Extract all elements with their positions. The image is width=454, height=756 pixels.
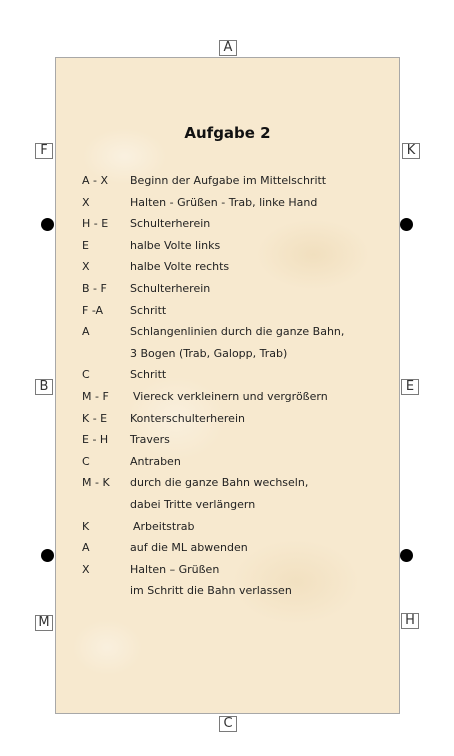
movement-code: F -A — [82, 303, 104, 317]
movement-code: M - F — [82, 390, 109, 403]
movement-text: Schulterherein — [130, 282, 211, 295]
movement-text: auf die ML abwenden — [130, 541, 248, 555]
movement-code: A — [82, 541, 90, 555]
movement-text: Schritt — [130, 368, 167, 382]
dot-marker — [41, 218, 54, 231]
movement-text: durch die ganze Bahn wechseln, — [130, 476, 309, 490]
movement-text: Schulterherein — [130, 217, 211, 231]
marker-f: F — [35, 143, 53, 159]
movement-text: halbe Volte rechts — [130, 260, 230, 274]
test-title: Aufgabe 2 — [184, 124, 271, 142]
movement-code: K - E — [82, 411, 108, 425]
marker-h: H — [401, 613, 419, 629]
movement-code: A — [82, 325, 90, 339]
movement-code: K — [82, 519, 90, 533]
movement-text: Viereck verkleinern und vergrößern — [133, 390, 328, 403]
marker-e: E — [401, 379, 419, 395]
movement-text: Halten - Grüßen - Trab, linke Hand — [130, 195, 318, 209]
movement-code: C — [82, 454, 90, 468]
movement-code: C — [82, 368, 90, 382]
movement-text: Konterschulterherein — [130, 411, 245, 425]
movement-text: Schritt — [130, 303, 167, 317]
dot-marker — [400, 218, 413, 231]
movement-text: 3 Bogen (Trab, Galopp, Trab) — [130, 346, 288, 360]
movement-text: Schlangenlinien durch die ganze Bahn, — [130, 325, 345, 339]
dressage-arena — [55, 57, 400, 714]
movement-text: Antraben — [130, 454, 181, 468]
marker-k: K — [402, 143, 420, 159]
movement-text: Halten – Grüßen — [130, 562, 220, 576]
movement-code: H - E — [82, 217, 109, 231]
movement-text: Arbeitstrab — [133, 519, 195, 533]
movement-code: X — [82, 260, 90, 274]
movement-code: X — [82, 562, 90, 576]
movement-code: E — [82, 238, 89, 252]
marker-a: A — [219, 40, 237, 56]
movement-text: halbe Volte links — [130, 238, 221, 252]
movement-code: M - K — [82, 476, 110, 490]
marker-m: M — [35, 615, 53, 631]
movement-code: E - H — [82, 433, 109, 447]
movement-code: A - X — [82, 174, 109, 187]
movement-text: dabei Tritte verlängern — [130, 498, 256, 511]
dot-marker — [41, 549, 54, 562]
movement-text: im Schritt die Bahn verlassen — [130, 584, 292, 598]
dot-marker — [400, 549, 413, 562]
marker-c: C — [219, 716, 237, 732]
movement-text: Beginn der Aufgabe im Mittelschritt — [130, 174, 327, 187]
movement-text: Travers — [130, 433, 170, 447]
movement-code: X — [82, 195, 90, 209]
movement-code: B - F — [82, 282, 107, 295]
marker-b: B — [35, 379, 53, 395]
